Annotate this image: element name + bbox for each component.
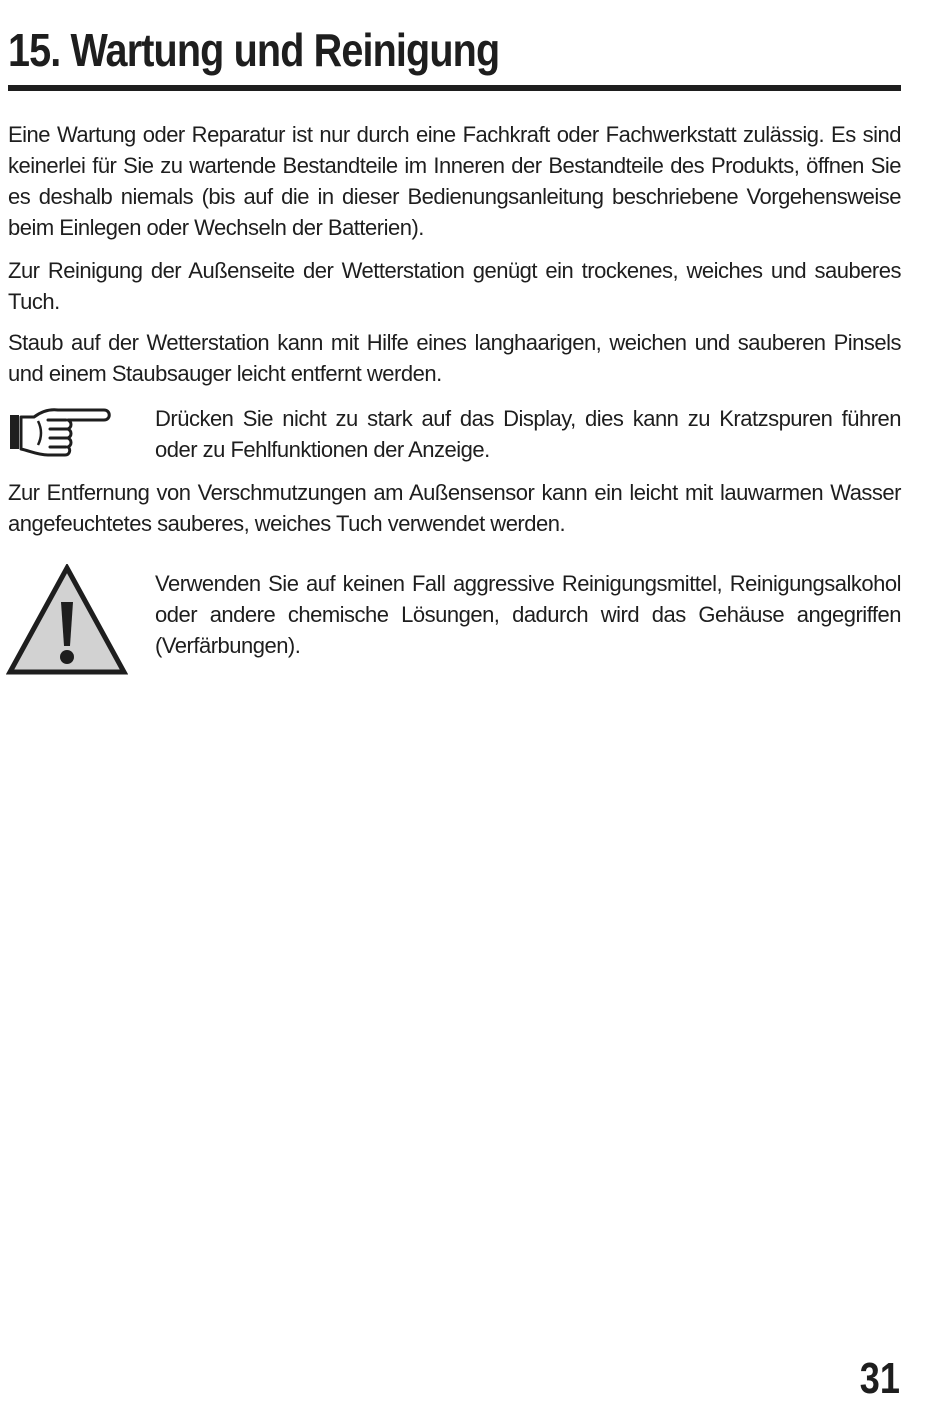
- warning-chemicals: Verwenden Sie auf keinen Fall aggressive Reinigungsmittel, Reinigungsalkohol oder andere chemische Lösungen, dadurch wird das Gehäuse angegriffen (Verfärbungen).: [155, 571, 901, 658]
- warning-triangle-icon: [6, 564, 128, 676]
- paragraph-sensor-cleaning: Zur Entfernung von Verschmutzungen am Außensensor kann ein leicht mit lauwarmen Wasser angefeuchtetes sauberes, weiches Tuch verwendet werden.: [8, 480, 901, 536]
- paragraph-cleaning-exterior: Zur Reinigung der Außenseite der Wetterstation genügt ein trockenes, weiches und sauberes Tuch.: [8, 258, 901, 314]
- page-number: 31: [859, 1354, 900, 1403]
- paragraph-dust: Staub auf der Wetterstation kann mit Hilfe eines langhaarigen, weichen und sauberen Pinsels und einem Staubsauger leicht entfernt werden.: [8, 330, 901, 386]
- pointing-hand-icon: [8, 405, 112, 461]
- title-underline: [8, 85, 901, 91]
- note-display-hint: Drücken Sie nicht zu stark auf das Display, dies kann zu Kratzspuren führen oder zu Fehlfunktionen der Anzeige.: [155, 406, 901, 462]
- paragraph-maintenance: Eine Wartung oder Reparatur ist nur durch eine Fachkraft oder Fachwerkstatt zulässig. Es sind keinerlei für Sie zu wartende Bestandteile im Inneren der Bestandteile des Produkts, öffnen Sie es deshalb niemals (bis auf die in dieser Bedienungsanleitung beschriebene Vorgehensweise beim Einlegen oder Wechseln der Batterien).: [8, 122, 901, 240]
- page-title: 15. Wartung und Reinigung: [8, 24, 500, 76]
